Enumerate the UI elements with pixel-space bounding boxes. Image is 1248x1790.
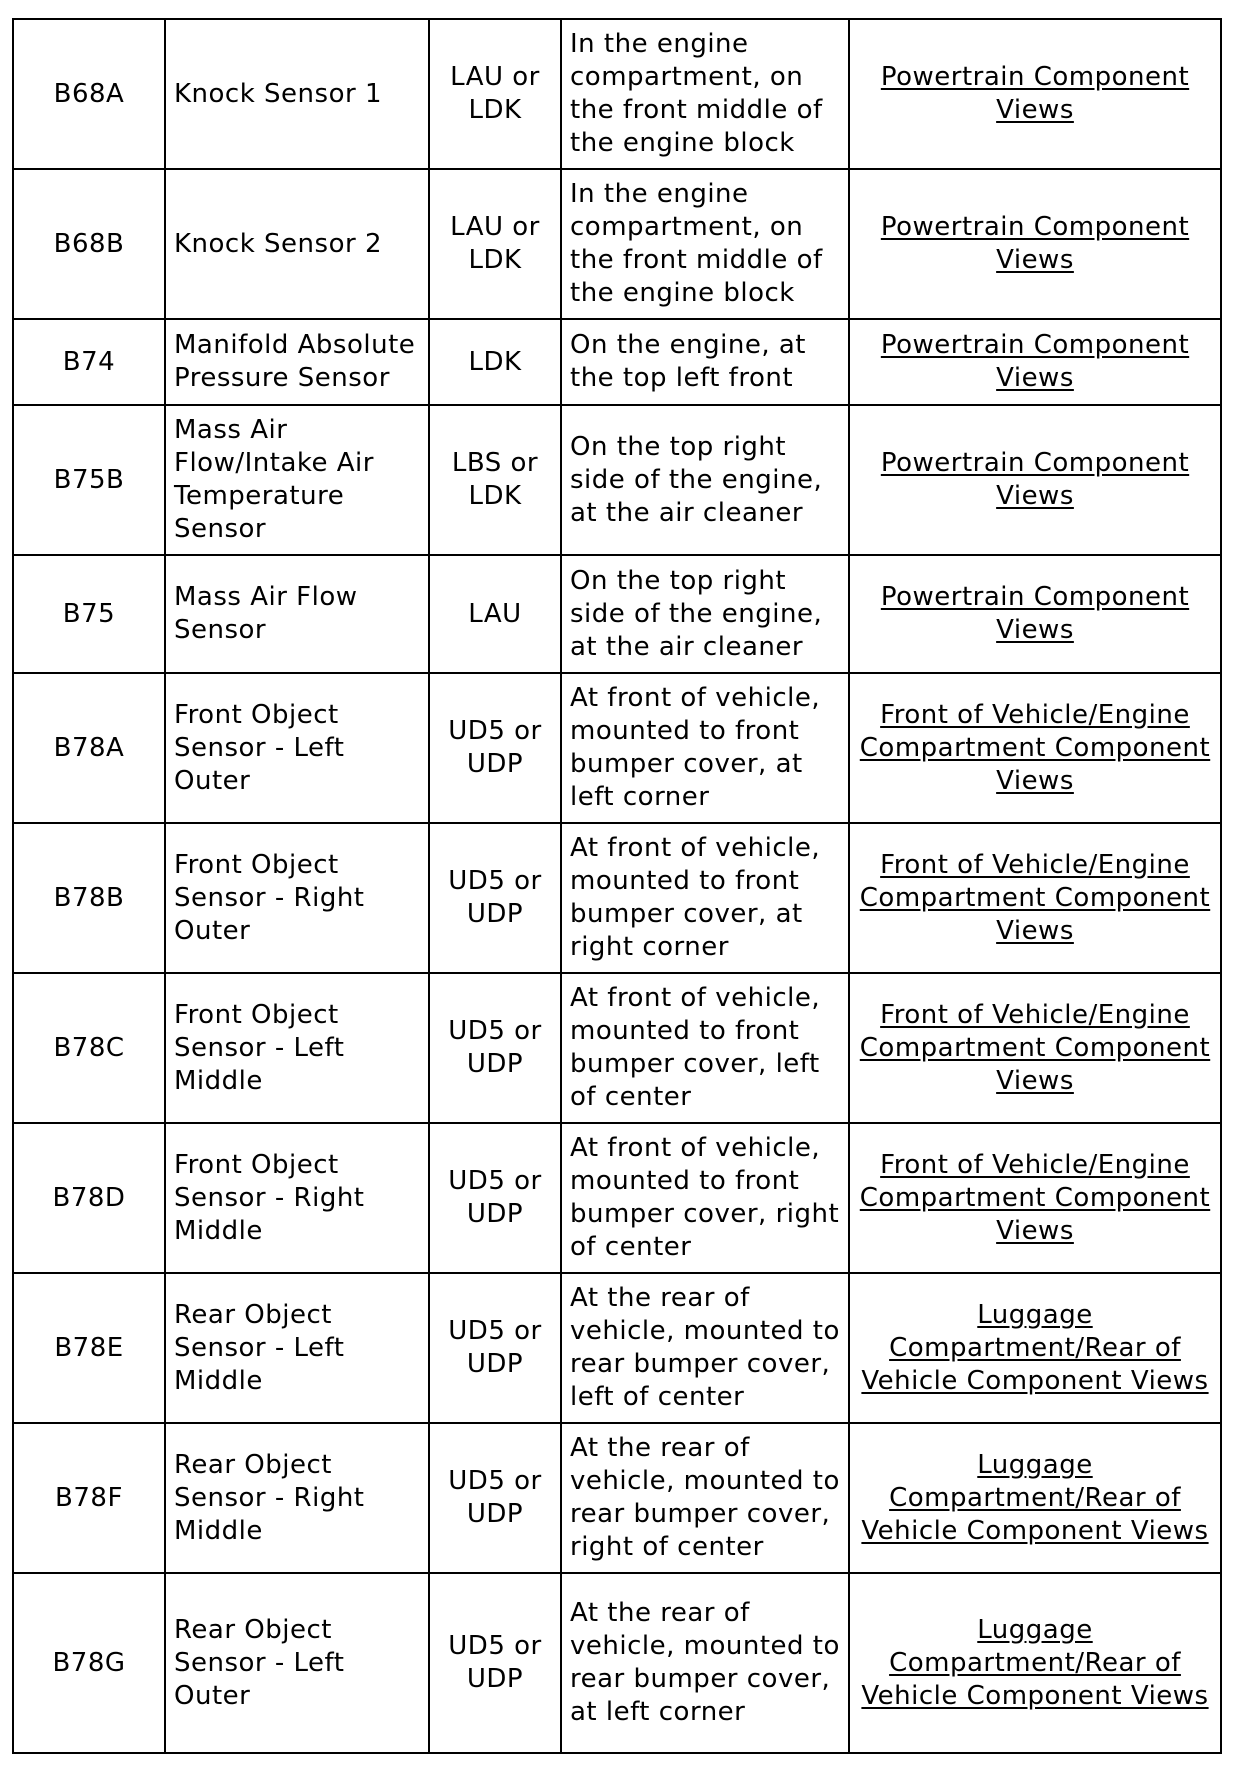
- table-row: [13, 673, 1221, 823]
- component-view-cell: [849, 1573, 1221, 1753]
- component-view-cell: [849, 823, 1221, 973]
- table-body: [13, 19, 1221, 1753]
- component-location: In the engine compartment, on the front middle of the engine block: [561, 19, 849, 169]
- table-row: [13, 823, 1221, 973]
- component-option: LAU or LDK: [429, 169, 561, 319]
- component-name: Rear Object Sensor - Right Middle: [165, 1423, 429, 1573]
- component-code: B68B: [13, 169, 165, 319]
- component-name: Knock Sensor 1: [165, 19, 429, 169]
- component-option: UD5 or UDP: [429, 1123, 561, 1273]
- component-view-cell: [849, 19, 1221, 169]
- component-view-link[interactable]: Front of Vehicle/Engine Compartment Component Views: [859, 1149, 1211, 1246]
- component-view-cell: [849, 1423, 1221, 1573]
- table-row: [13, 1123, 1221, 1273]
- component-locator-table: [12, 18, 1222, 1754]
- component-option: LDK: [429, 319, 561, 405]
- component-option: UD5 or UDP: [429, 823, 561, 973]
- component-code: B78G: [13, 1573, 165, 1753]
- component-location: At front of vehicle, mounted to front bumper cover, right of center: [561, 1123, 849, 1273]
- component-location: On the top right side of the engine, at the air cleaner: [561, 405, 849, 555]
- component-option: LAU or LDK: [429, 19, 561, 169]
- component-name: Front Object Sensor - Right Outer: [165, 823, 429, 973]
- component-location: At the rear of vehicle, mounted to rear bumper cover, left of center: [561, 1273, 849, 1423]
- component-location: On the top right side of the engine, at the air cleaner: [561, 555, 849, 673]
- component-view-link[interactable]: Luggage Compartment/Rear of Vehicle Component Views: [861, 1449, 1209, 1546]
- component-location: In the engine compartment, on the front middle of the engine block: [561, 169, 849, 319]
- component-view-cell: [849, 973, 1221, 1123]
- table-row: [13, 973, 1221, 1123]
- component-name: Front Object Sensor - Left Outer: [165, 673, 429, 823]
- component-view-link[interactable]: Powertrain Component Views: [880, 330, 1190, 393]
- component-option: UD5 or UDP: [429, 673, 561, 823]
- component-view-link[interactable]: Powertrain Component Views: [880, 212, 1190, 275]
- component-name: Front Object Sensor - Right Middle: [165, 1123, 429, 1273]
- component-code: B78F: [13, 1423, 165, 1573]
- component-view-link[interactable]: Front of Vehicle/Engine Compartment Component Views: [859, 849, 1211, 946]
- component-view-link[interactable]: Powertrain Component Views: [880, 62, 1190, 125]
- component-code: B78A: [13, 673, 165, 823]
- component-code: B78B: [13, 823, 165, 973]
- component-location: On the engine, at the top left front: [561, 319, 849, 405]
- component-view-link[interactable]: Powertrain Component Views: [880, 582, 1190, 645]
- component-code: B78D: [13, 1123, 165, 1273]
- component-view-link[interactable]: Front of Vehicle/Engine Compartment Component Views: [859, 699, 1211, 796]
- component-view-link[interactable]: Front of Vehicle/Engine Compartment Component Views: [859, 999, 1211, 1096]
- component-view-link[interactable]: Powertrain Component Views: [880, 448, 1190, 511]
- component-locator-table-wrapper: [12, 18, 1220, 1754]
- component-location: At front of vehicle, mounted to front bumper cover, at left corner: [561, 673, 849, 823]
- component-option: UD5 or UDP: [429, 1273, 561, 1423]
- table-row: [13, 19, 1221, 169]
- component-name: Rear Object Sensor - Left Outer: [165, 1573, 429, 1753]
- component-option: UD5 or UDP: [429, 973, 561, 1123]
- component-location: At the rear of vehicle, mounted to rear bumper cover, right of center: [561, 1423, 849, 1573]
- component-view-link[interactable]: Luggage Compartment/Rear of Vehicle Component Views: [861, 1299, 1209, 1396]
- table-row: [13, 1423, 1221, 1573]
- component-view-cell: [849, 1123, 1221, 1273]
- component-code: B75: [13, 555, 165, 673]
- component-option: LAU: [429, 555, 561, 673]
- component-option: UD5 or UDP: [429, 1573, 561, 1753]
- component-code: B74: [13, 319, 165, 405]
- component-code: B75B: [13, 405, 165, 555]
- component-view-cell: [849, 1273, 1221, 1423]
- component-view-link[interactable]: Luggage Compartment/Rear of Vehicle Component Views: [861, 1614, 1209, 1711]
- table-row: [13, 169, 1221, 319]
- component-name: Mass Air Flow Sensor: [165, 555, 429, 673]
- component-location: At the rear of vehicle, mounted to rear bumper cover, at left corner: [561, 1573, 849, 1753]
- component-code: B78C: [13, 973, 165, 1123]
- component-name: Knock Sensor 2: [165, 169, 429, 319]
- component-view-cell: [849, 673, 1221, 823]
- component-name: Rear Object Sensor - Left Middle: [165, 1273, 429, 1423]
- component-option: LBS or LDK: [429, 405, 561, 555]
- table-row: [13, 405, 1221, 555]
- component-view-cell: [849, 555, 1221, 673]
- table-row: [13, 319, 1221, 405]
- table-row: [13, 1273, 1221, 1423]
- component-view-cell: [849, 405, 1221, 555]
- component-view-cell: [849, 319, 1221, 405]
- component-name: Mass Air Flow/Intake Air Temperature Sensor: [165, 405, 429, 555]
- table-row: [13, 1573, 1221, 1753]
- component-name: Front Object Sensor - Left Middle: [165, 973, 429, 1123]
- component-name: Manifold Absolute Pressure Sensor: [165, 319, 429, 405]
- component-location: At front of vehicle, mounted to front bumper cover, left of center: [561, 973, 849, 1123]
- table-row: [13, 555, 1221, 673]
- component-location: At front of vehicle, mounted to front bumper cover, at right corner: [561, 823, 849, 973]
- component-option: UD5 or UDP: [429, 1423, 561, 1573]
- component-view-cell: [849, 169, 1221, 319]
- component-code: B68A: [13, 19, 165, 169]
- component-code: B78E: [13, 1273, 165, 1423]
